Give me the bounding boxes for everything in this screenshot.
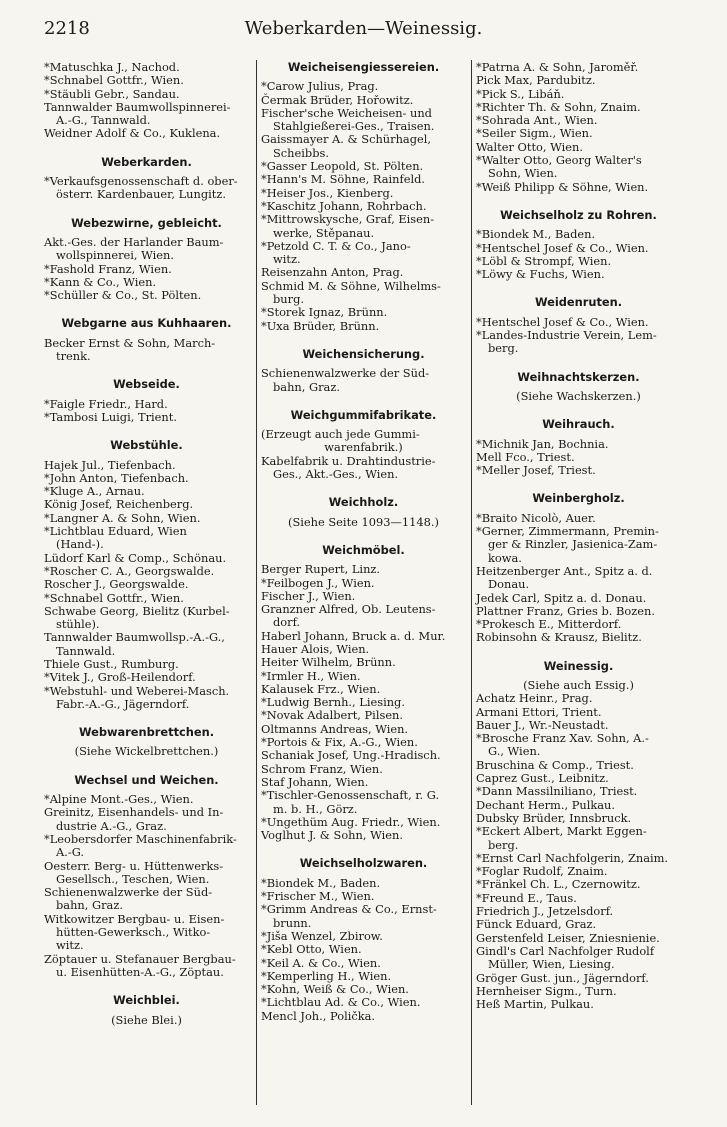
section — [476, 660, 681, 1012]
section — [44, 439, 249, 711]
section-heading: Wechsel und Weichen. — [74, 772, 219, 787]
entry-line: Walter Otto, Wien. — [476, 139, 583, 154]
entry-line: *Roscher C. A., Georgswalde. — [44, 563, 215, 578]
entry-line: Schaniak Josef, Ung.-Hradisch. — [261, 748, 441, 763]
entry-line: *Richter Th. & Sohn, Znaim. — [476, 99, 641, 114]
entry-line: *Ernst Carl Nachfolgerin, Znaim. — [476, 850, 669, 865]
entry-line: Schmid M. & Söhne, Wilhelms- — [261, 278, 441, 293]
column-divider — [256, 60, 257, 1105]
cross-reference-note: (Siehe Wickelbrettchen.) — [74, 744, 219, 759]
entry-line: Pick Max, Pardubitz. — [476, 73, 596, 88]
entry-line: *Brosche Franz Xav. Sohn, A.- — [476, 731, 649, 746]
entry-line: *Michnik Jan, Bochnia. — [476, 436, 609, 451]
section — [261, 857, 466, 1023]
section-heading: Weichensicherung. — [302, 346, 425, 361]
entry-line: Gröger Gust. jun., Jägerndorf. — [476, 970, 649, 985]
entry-line: *Jiša Wenzel, Zbirow. — [261, 928, 383, 943]
entry-line: *Feilbogen J., Wien. — [261, 575, 375, 590]
entry-line: *Gasser Leopold, St. Pölten. — [261, 159, 424, 174]
entry-line: Sohn, Wien. — [488, 166, 558, 181]
entry-line: Donau. — [488, 577, 530, 592]
section-heading: Weicheisengiessereien. — [287, 60, 440, 74]
entry-line: Granzner Alfred, Ob. Leutens- — [261, 602, 436, 617]
entry-line: witz. — [56, 938, 84, 953]
entry-line: *Biondek M., Baden. — [476, 227, 596, 242]
entry-line: A.-G., Tannwald. — [56, 113, 151, 128]
entry-line: berg. — [488, 837, 519, 852]
entry-line: *Irmler H., Wien. — [261, 668, 361, 683]
entry-line: Müller, Wien, Liesing. — [488, 957, 615, 972]
entry-line: *Weiß Philipp & Söhne, Wien. — [476, 179, 649, 194]
entry-line: *Carow Julius, Prag. — [261, 79, 379, 94]
entry-line: Berger Rupert, Linz. — [261, 562, 381, 577]
entry-line: Becker Ernst & Sohn, March- — [44, 335, 216, 350]
entry-line: Gerstenfeld Leiser, Zniesnienie. — [476, 930, 660, 945]
entry-line: *Fashold Franz, Wien. — [44, 261, 172, 276]
section-heading: Weichselholz zu Rohren. — [500, 207, 657, 222]
entry-line: Schrom Franz, Wien. — [261, 761, 383, 776]
entry-line: Oesterr. Berg- u. Hüttenwerks- — [44, 858, 224, 873]
entry-line: *Storek Ignaz, Brünn. — [261, 305, 388, 320]
section — [44, 61, 249, 141]
column-left — [44, 61, 249, 1027]
section-heading: Weberkarden. — [101, 154, 192, 169]
entry-line: Witkowitzer Bergbau- u. Eisen- — [44, 911, 225, 926]
entry-line: *Kann & Co., Wien. — [44, 274, 157, 289]
section-heading: Webstühle. — [110, 438, 183, 453]
entry-line: Oltmanns Andreas, Wien. — [261, 721, 409, 736]
entry-line: *Biondek M., Baden. — [261, 875, 381, 890]
entry-line: *Alpine Mont.-Ges., Wien. — [44, 792, 194, 807]
entry-line: *Leobersdorfer Maschinenfabrik- — [44, 831, 237, 846]
entry-line: Gindl's Carl Nachfolger Rudolf — [476, 943, 655, 958]
section-heading: Weihnachtskerzen. — [517, 369, 640, 384]
section — [476, 296, 681, 355]
entry-line: *Verkaufsgenossenschaft d. ober- — [44, 174, 238, 189]
entry-line: Scheibbs. — [273, 145, 329, 160]
entry-line: *Braito Nicolò, Auer. — [476, 510, 596, 525]
entry-line: Heiter Wilhelm, Brünn. — [261, 655, 396, 670]
entry-line: Fischer J., Wien. — [261, 588, 356, 603]
section — [476, 492, 681, 644]
entry-line: *Fränkel Ch. L., Czernowitz. — [476, 877, 641, 892]
entry-line: Schienenwalzwerke der Süd- — [44, 885, 213, 900]
section-heading: Weihrauch. — [542, 417, 615, 432]
entry-line: *Kemperling H., Wien. — [261, 968, 392, 983]
entry-line: Weidner Adolf & Co., Kuklena. — [44, 126, 221, 141]
entry-line: Kalausek Frz., Wien. — [261, 681, 381, 696]
page-header — [0, 14, 727, 44]
entry-line: bahn, Graz. — [273, 379, 340, 394]
entry-line: *Pick S., Libáň. — [476, 86, 565, 101]
section-heading: Webezwirne, gebleicht. — [71, 215, 222, 230]
entry-line: dorf. — [273, 615, 301, 630]
entry-line: Akt.-Ges. der Harlander Baum- — [44, 234, 224, 249]
section — [261, 409, 466, 481]
page-number: 2218 — [44, 18, 90, 39]
entry-line: stühle). — [56, 617, 100, 632]
entry-line: Heß Martin, Pulkau. — [476, 997, 594, 1012]
entry-line: Reisenzahn Anton, Prag. — [261, 265, 404, 280]
section-heading: Webseide. — [113, 377, 180, 392]
entry-line: Gaissmayer A. & Schürhagel, — [261, 132, 432, 147]
entry-line: *Tischler-Genossenschaft, r. G. — [261, 788, 440, 803]
entry-line: (Erzeugt auch jede Gummi- — [261, 427, 420, 442]
entry-line: *Webstuhl- und Weberei-Masch. — [44, 683, 230, 698]
entry-line: *Gerner, Zimmermann, Premin- — [476, 524, 659, 539]
entry-line: *Hann's M. Söhne, Rainfeld. — [261, 172, 426, 187]
section — [476, 209, 681, 281]
section-heading: Weichselholzwaren. — [299, 856, 428, 871]
entry-line: Staf Johann, Wien. — [261, 774, 369, 789]
entry-line: *Mittrowskysche, Graf, Eisen- — [261, 212, 435, 227]
entry-line: *Vitek J., Groß-Heilendorf. — [44, 670, 196, 685]
entry-line: *Kluge A., Arnau. — [44, 484, 145, 499]
entry-line: Heitzenberger Ant., Spitz a. d. — [476, 563, 653, 578]
entry-line: Hauer Alois, Wien. — [261, 641, 370, 656]
entry-line: Mell Fco., Triest. — [476, 449, 575, 464]
section — [44, 726, 249, 759]
entry-line: *Kebl Otto, Wien. — [261, 942, 362, 957]
entry-line: burg. — [273, 292, 304, 307]
section — [476, 371, 681, 404]
section — [44, 156, 249, 202]
entry-line: *Walter Otto, Georg Walter's — [476, 153, 642, 168]
entry-line: Jedek Carl, Spitz a. d. Donau. — [476, 590, 647, 605]
section-heading: Weichmöbel. — [322, 542, 405, 557]
entry-line: *Sohrada Ant., Wien. — [476, 113, 598, 128]
entry-line: *Ungethüm Aug. Friedr., Wien. — [261, 814, 441, 829]
entry-line: Kabelfabrik u. Drahtindustrie- — [261, 453, 436, 468]
section-heading: Webgarne aus Kuhhaaren. — [61, 316, 232, 331]
entry-line: Tannwalder Baumwollspinnerei- — [44, 99, 231, 114]
column-right — [476, 61, 681, 1011]
entry-line: Lüdorf Karl & Comp., Schönau. — [44, 550, 227, 565]
entry-line: *Frischer M., Wien. — [261, 889, 375, 904]
entry-line: *Freund E., Taus. — [476, 890, 577, 905]
section — [44, 317, 249, 363]
entry-line: warenfabrik.) — [324, 440, 403, 455]
entry-line: Caprez Gust., Leibnitz. — [476, 771, 609, 786]
entry-line: *Foglar Rudolf, Znaim. — [476, 864, 608, 879]
section — [261, 496, 466, 529]
entry-line: Robinsohn & Krausz, Bielitz. — [476, 630, 642, 645]
entry-line: trenk. — [56, 349, 91, 364]
section — [44, 217, 249, 303]
entry-line: *Ludwig Bernh., Liesing. — [261, 695, 405, 710]
entry-line: *Meller Josef, Triest. — [476, 463, 596, 478]
entry-line: *Kaschitz Johann, Rohrbach. — [261, 198, 427, 213]
entry-line: (Hand-). — [56, 537, 104, 552]
entry-line: *Stäubli Gebr., Sandau. — [44, 86, 180, 101]
entry-line: G., Wien. — [488, 744, 541, 759]
entry-line: Čermak Brüder, Hořowitz. — [261, 92, 414, 107]
entry-line: *Patrna A. & Sohn, Jaroměř. — [476, 60, 639, 74]
cross-reference-note: (Siehe Blei.) — [111, 1012, 182, 1027]
entry-line: *Schnabel Gottfr., Wien. — [44, 590, 184, 605]
entry-line: *Novak Adalbert, Pilsen. — [261, 708, 404, 723]
entry-line: brunn. — [273, 915, 312, 930]
entry-line: *Portois & Fix, A.-G., Wien. — [261, 735, 418, 750]
section-heading: Weichholz. — [328, 495, 399, 510]
entry-line: Hernheiser Sigm., Turn. — [476, 983, 617, 998]
section — [44, 774, 249, 979]
entry-line: *Lichtblau Eduard, Wien — [44, 524, 187, 539]
entry-line: Ges., Akt.-Ges., Wien. — [273, 467, 399, 482]
entry-line: Fischer'sche Weicheisen- und — [261, 105, 432, 120]
section — [261, 61, 466, 333]
entry-line: Dechant Herm., Pulkau. — [476, 797, 615, 812]
entry-line: *Lichtblau Ad. & Co., Wien. — [261, 995, 421, 1010]
section — [261, 348, 466, 394]
entry-line: Armani Ettori, Trient. — [476, 704, 602, 719]
entry-line: *Hentschel Josef & Co., Wien. — [476, 314, 649, 329]
entry-line: *Uxa Brüder, Brünn. — [261, 318, 380, 333]
entry-line: u. Eisenhütten-A.-G., Zöptau. — [56, 964, 224, 979]
section — [476, 418, 681, 477]
entry-line: Roscher J., Georgswalde. — [44, 577, 189, 592]
entry-line: Dubsky Brüder, Innsbruck. — [476, 810, 632, 825]
entry-line: hütten-Gewerksch., Witko- — [56, 925, 211, 940]
entry-line: *Löbl & Strompf, Wien. — [476, 253, 612, 268]
entry-line: m. b. H., Görz. — [273, 801, 358, 816]
entry-line: Fabr.-A.-G., Jägerndorf. — [56, 696, 190, 711]
section-heading: Weichgummifabrikate. — [290, 407, 437, 422]
entry-line: *Faigle Friedr., Hard. — [44, 396, 168, 411]
entry-line: Schienenwalzwerke der Süd- — [261, 366, 430, 381]
entry-line: *Matuschka J., Nachod. — [44, 60, 180, 74]
entry-line: *Landes-Industrie Verein, Lem- — [476, 328, 657, 343]
entry-line: Haberl Johann, Bruck a. d. Mur. — [261, 628, 446, 643]
entry-line: Friedrich J., Jetzelsdorf. — [476, 904, 614, 919]
section — [476, 61, 681, 194]
section-heading: Weidenruten. — [534, 295, 623, 310]
entry-line: Schwabe Georg, Bielitz (Kurbel- — [44, 603, 230, 618]
entry-line: Hajek Jul., Tiefenbach. — [44, 457, 176, 472]
section-heading: Weinessig. — [543, 658, 614, 673]
entry-line: kowa. — [488, 550, 522, 565]
entry-line: *Tambosi Luigi, Trient. — [44, 409, 177, 424]
page-title: Weberkarden—Weinessig. — [244, 18, 483, 39]
entry-line: Mencl Joh., Polička. — [261, 1008, 376, 1023]
entry-line: Achatz Heinr., Prag. — [476, 691, 593, 706]
entry-line: ger & Rinzler, Jasienica-Zam- — [488, 537, 658, 552]
section — [261, 544, 466, 843]
entry-line: Fünck Eduard, Graz. — [476, 917, 597, 932]
entry-line: Zöptauer u. Stefanauer Bergbau- — [44, 951, 236, 966]
section-heading: Weinbergholz. — [532, 491, 625, 506]
entry-line: *John Anton, Tiefenbach. — [44, 470, 189, 485]
entry-line: wollspinnerei, Wien. — [56, 248, 175, 263]
entry-line: Tannwalder Baumwollsp.-A.-G., — [44, 630, 225, 645]
entry-line: *Langner A. & Sohn, Wien. — [44, 510, 201, 525]
entry-line: Tannwald. — [56, 643, 116, 658]
entry-line: *Schüller & Co., St. Pölten. — [44, 288, 202, 303]
entry-line: Greinitz, Eisenhandels- und In- — [44, 805, 224, 820]
entry-line: Plattner Franz, Gries b. Bozen. — [476, 603, 655, 618]
entry-line: *Heiser Jos., Kienberg. — [261, 185, 394, 200]
entry-line: Bruschina & Comp., Triest. — [476, 757, 634, 772]
entry-line: Gesellsch., Teschen, Wien. — [56, 871, 210, 886]
section-heading: Webwarenbrettchen. — [78, 725, 215, 740]
entry-line: *Petzold C. T. & Co., Jano- — [261, 238, 411, 253]
entry-line: Voglhut J. & Sohn, Wien. — [261, 828, 403, 843]
entry-line: *Keil A. & Co., Wien. — [261, 955, 381, 970]
entry-line: bahn, Graz. — [56, 898, 123, 913]
entry-line: *Hentschel Josef & Co., Wien. — [476, 240, 649, 255]
entry-line: *Grimm Andreas & Co., Ernst- — [261, 902, 437, 917]
column-middle — [261, 61, 466, 1023]
entry-line: *Prokesch E., Mitterdorf. — [476, 617, 622, 632]
entry-line: berg. — [488, 341, 519, 356]
entry-line: Stahlgießerei-Ges., Traisen. — [273, 119, 435, 134]
section-heading: Weichblei. — [113, 993, 180, 1008]
cross-reference-note: (Siehe Seite 1093—1148.) — [288, 514, 439, 529]
entry-line: *Löwy & Fuchs, Wien. — [476, 267, 605, 282]
entry-line: *Seiler Sigm., Wien. — [476, 126, 593, 141]
entry-line: witz. — [273, 252, 301, 267]
entry-line: dustrie A.-G., Graz. — [56, 818, 167, 833]
column-divider — [471, 60, 472, 1105]
entry-line: *Kohn, Weiß & Co., Wien. — [261, 982, 409, 997]
entry-line: Bauer J., Wr.-Neustadt. — [476, 717, 609, 732]
entry-line: werke, Stěpanau. — [273, 225, 375, 240]
section — [44, 994, 249, 1027]
entry-line: österr. Kardenbauer, Lungitz. — [56, 187, 226, 202]
entry-line: A.-G. — [56, 845, 85, 860]
entry-line: *Schnabel Gottfr., Wien. — [44, 73, 184, 88]
entry-line: Thiele Gust., Rumburg. — [44, 656, 179, 671]
entry-line: *Dann Massilniliano, Triest. — [476, 784, 638, 799]
entry-line: *Eckert Albert, Markt Eggen- — [476, 824, 647, 839]
entry-line: König Josef, Reichenberg. — [44, 497, 194, 512]
cross-reference-note: (Siehe Wachskerzen.) — [516, 388, 641, 403]
section — [44, 378, 249, 424]
cross-reference-note: (Siehe auch Essig.) — [523, 677, 634, 692]
